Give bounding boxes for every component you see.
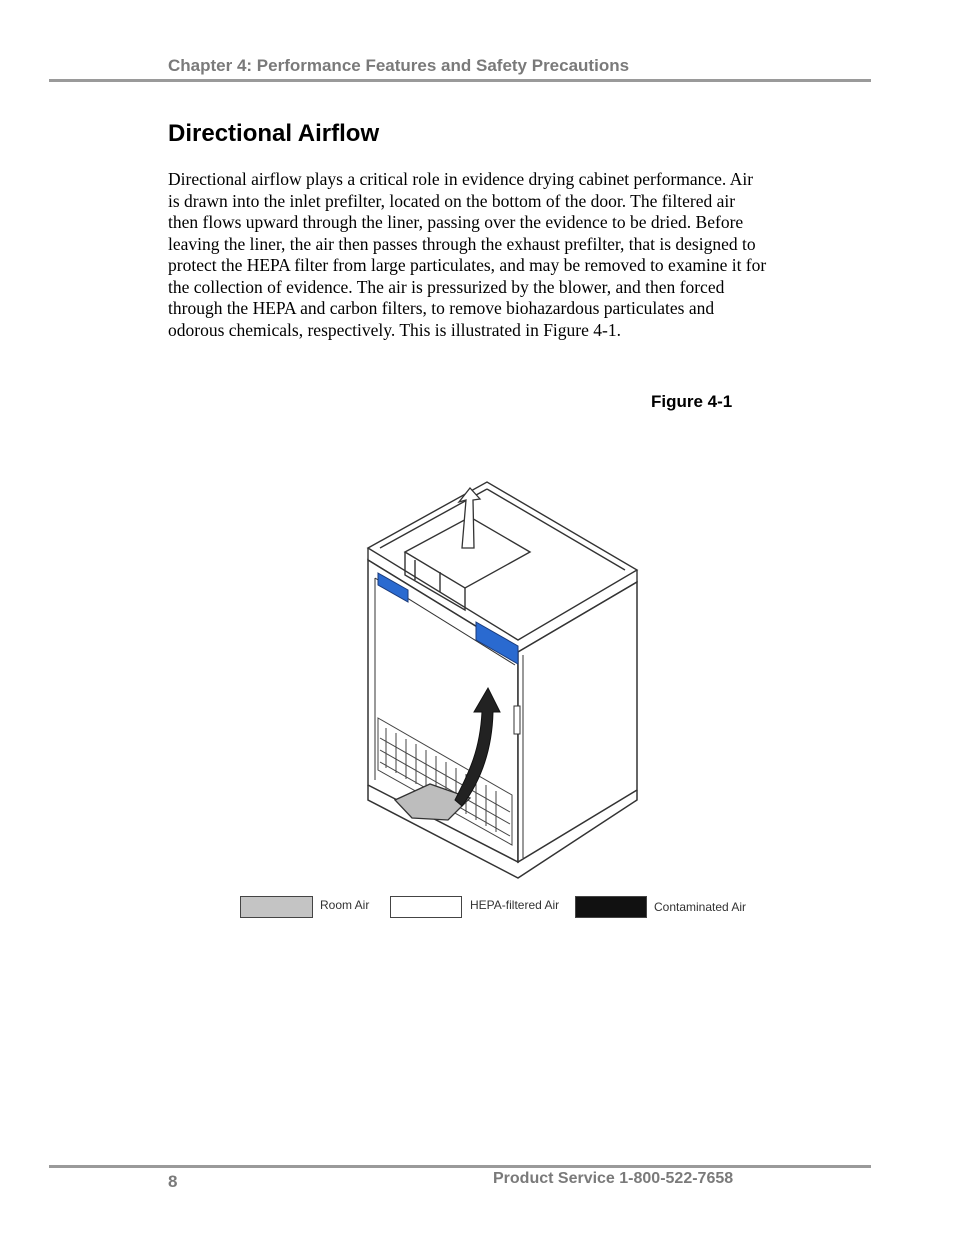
page-number: 8: [168, 1172, 178, 1191]
figure-label: Figure 4-1: [651, 392, 733, 411]
footer-rule: [49, 1165, 871, 1168]
chapter-header: Chapter 4: Performance Features and Safety Precautions: [168, 56, 630, 75]
legend-label-room-air: Room Air: [320, 898, 370, 912]
legend-swatch-hepa-air: [390, 896, 462, 918]
legend-swatch-contaminated-air: [575, 896, 647, 918]
cabinet-airflow-illustration: [200, 470, 760, 940]
header-rule: [49, 79, 871, 82]
product-service-phone: Product Service 1-800-522-7658: [493, 1170, 734, 1187]
legend-label-contaminated-air: Contaminated Air: [654, 900, 747, 914]
legend-swatch-room-air: [240, 896, 313, 918]
door-handle: [514, 706, 520, 734]
section-title: Directional Airflow: [168, 120, 380, 147]
legend-label-hepa-air: HEPA-filtered Air: [470, 898, 560, 912]
body-paragraph: Directional airflow plays a critical role in evidence drying cabinet performance. Air is drawn into the inlet prefilter, located on the bottom of the door. The filtered air then flows upward through the liner, passing over the evidence to be dried. Before leaving the liner, the air then passes through the exhaust prefilter, that is designed to protect the HEPA filter from large particulates, and may be removed to examine it for the collection of evidence. The air is pressurized by the blower, and then forced through the HEPA and carbon filters, to remove biohazardous particulates and odorous chemicals, respectively. This is illustrated in Figure 4-1.: [168, 169, 767, 340]
